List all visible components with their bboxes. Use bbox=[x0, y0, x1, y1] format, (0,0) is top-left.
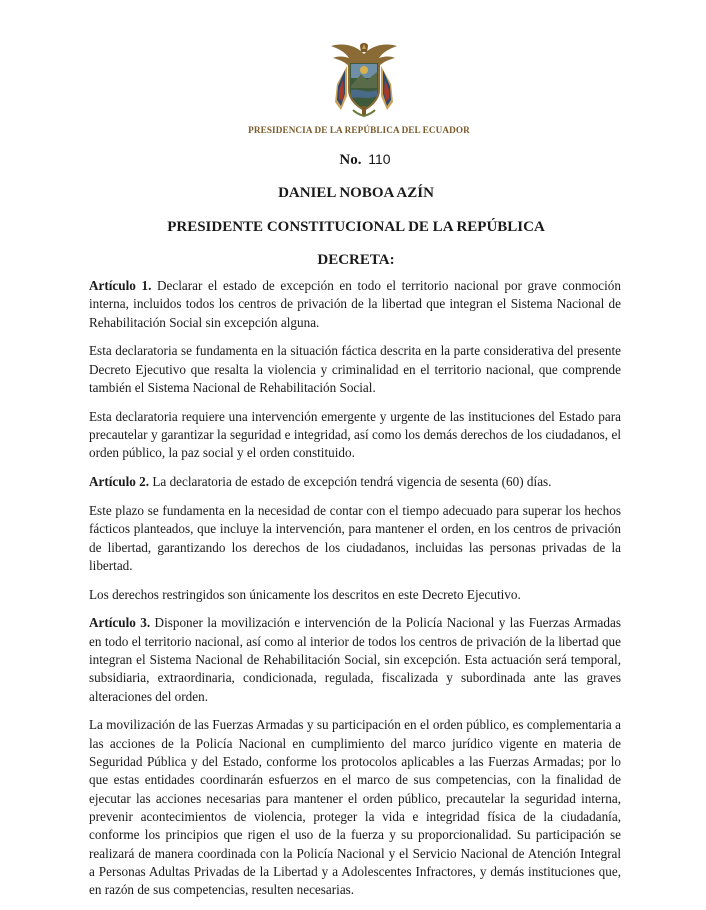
article-heading: Artículo 2. bbox=[89, 474, 150, 490]
document-body bbox=[89, 277, 621, 910]
article-1-paragraph bbox=[89, 277, 621, 332]
paragraph-text: Los derechos restringidos son únicamente los descritos en este Decreto Ejecutivo. bbox=[89, 586, 521, 602]
ecuador-coat-of-arms-icon bbox=[329, 40, 399, 118]
article-2-paragraph-2 bbox=[89, 502, 621, 575]
article-heading: Artículo 3. bbox=[89, 615, 151, 631]
presidency-heading: PRESIDENCIA DE LA REPÚBLICA DEL ECUADOR bbox=[248, 125, 470, 135]
article-2-paragraph bbox=[89, 473, 621, 491]
article-3-paragraph-2 bbox=[89, 716, 621, 899]
paragraph-text: La movilización de las Fuerzas Armadas y su participación en el orden público, es complementaria a las acciones de la Policía Nacional en cumplimiento del marco jurídico vigente en materia de Seguridad Pública y del Estado, conforme los protocolos aplicables a las Fuerzas Armadas; por lo que estas entidades coordinarán esfuerzos en el marco de sus competencias, con la finalidad de ejecutar las acciones necesarias para mantener el orden público, precautelar la seguridad interna, prevenir acontecimientos de violencia, proteger la vida e integridad física de la ciudadanía, conforme los principios que rigen el uso de la fuerza y su proporcionalidad. Su participación se realizará de manera coordinada con la Policía Nacional y el Servicio Nacional de Atención Integral a Personas Adultas Privadas de la Libertad y a Adolescentes Infractores, y demás instituciones que, en razón de sus competencias, resulten necesarias. bbox=[89, 717, 621, 898]
decree-number-value: 110 bbox=[368, 151, 391, 167]
decreta-heading: DECRETA: bbox=[317, 252, 395, 268]
president-name: DANIEL NOBOA AZÍN bbox=[278, 185, 434, 201]
paragraph-text: Esta declaratoria requiere una intervención emergente y urgente de las instituciones del Estado para precautelar y garantizar la seguridad e integridad, así como los demás derechos de los ciudadanos, el orden público, la paz social y el orden constituido. bbox=[89, 408, 621, 461]
paragraph-text: Esta declaratoria se fundamenta en la situación fáctica descrita en la parte considerativa del presente Decreto Ejecutivo que resalta la violencia y criminalidad en el territorio nacional, que comprende también el Sistema Nacional de Rehabilitación Social. bbox=[89, 343, 621, 395]
paragraph-text: Disponer la movilización e intervención de la Policía Nacional y las Fuerzas Armadas en todo el territorio nacional, así como al interior de todos los centros de privación de la libertad que integran el Sistema Nacional de Rehabilitación Social, sin excepción. Esta actuación será temporal, subsidiaria, extraordinaria, condicionada, regulada, fiscalizada y subordinada ante las graves alteraciones del orden. bbox=[89, 615, 621, 704]
article-1-paragraph-2 bbox=[89, 342, 621, 397]
article-3-paragraph bbox=[89, 614, 621, 705]
paragraph-text: Declarar el estado de excepción en todo el territorio nacional por grave conmoción interna, incluidos todos los centros de privación de la libertad que integran el Sistema Nacional de Rehabilitación Social sin excepción alguna. bbox=[89, 278, 621, 330]
paragraph-text: La declaratoria de estado de excepción tendrá vigencia de sesenta (60) días. bbox=[149, 474, 552, 490]
article-1-paragraph-3 bbox=[89, 408, 621, 463]
decree-number-label: No. bbox=[339, 152, 362, 168]
decree-number bbox=[0, 151, 706, 169]
article-2-paragraph-3 bbox=[89, 586, 621, 604]
paragraph-text: Este plazo se fundamenta en la necesidad de contar con el tiempo adecuado para superar los hechos fácticos planteados, que incluye la intervención, para mantener el orden, en los centros de privación de libertad, garantizando los derechos de los ciudadanos, incluidas las personas privadas de la libertad. bbox=[89, 502, 621, 573]
article-heading: Artículo 1. bbox=[89, 278, 152, 293]
president-title: PRESIDENTE CONSTITUCIONAL DE LA REPÚBLICA bbox=[167, 219, 545, 235]
